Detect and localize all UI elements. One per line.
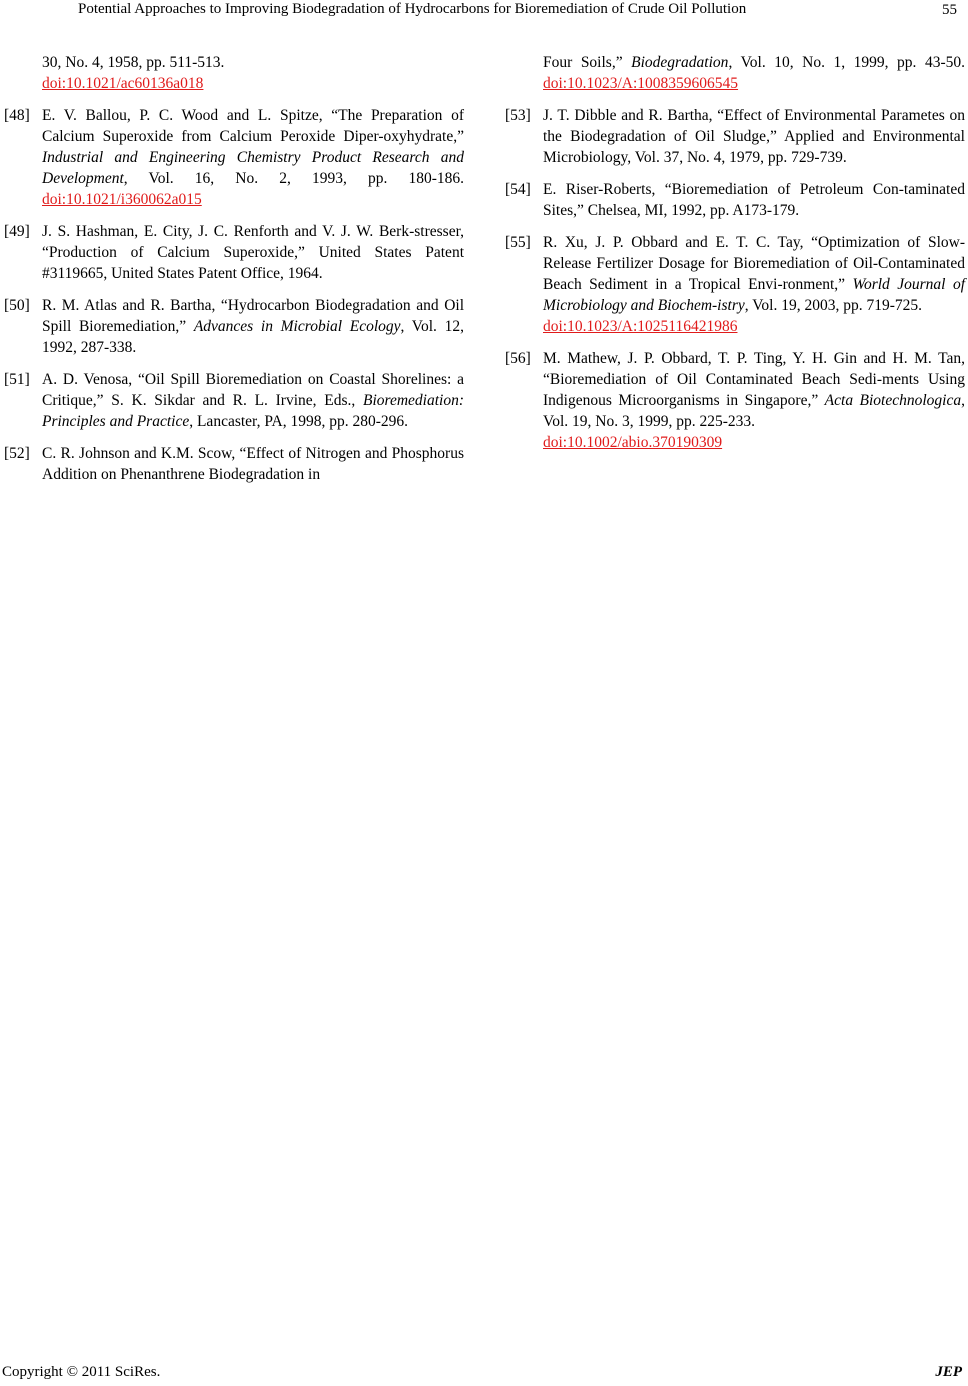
reference-item xyxy=(4,295,464,358)
reference-text: , Lancaster, PA, 1998, pp. 280-296. xyxy=(189,413,409,430)
reference-text: E. V. Ballou, P. C. Wood and L. Spitze, “The Preparation of Calcium Superoxide from Calcium Peroxide Diper-oxyhydrate,” xyxy=(42,107,464,145)
reference-text: , Vol. 19, No. 3, 1999, pp. 225-233. xyxy=(543,392,965,430)
reference-body xyxy=(42,295,464,358)
reference-body xyxy=(543,348,965,453)
reference-text: R. Xu, J. P. Obbard and E. T. C. Tay, “Optimization of Slow-Release Fertilizer Dosage for Bioremediation of Oil-Contaminated Beach Sediment in a Tropical Envi-ronment,” xyxy=(543,234,965,293)
reference-body xyxy=(42,443,464,485)
reference-item xyxy=(4,105,464,210)
journal-title: Bioremediation: Principles and Practice xyxy=(42,392,464,430)
reference-item xyxy=(4,221,464,284)
reference-text: , Vol. 10, No. 1, 1999, pp. 43-50. xyxy=(728,54,965,71)
reference-list xyxy=(4,105,464,485)
journal-title: Advances in Microbial Ecology xyxy=(193,318,401,335)
page-number: 55 xyxy=(942,2,957,18)
doi-link[interactable]: doi:10.1023/A:1008359606545 xyxy=(543,75,739,92)
doi-link[interactable]: doi:10.1021/ac60136a018 xyxy=(42,75,204,92)
doi-link[interactable]: doi:10.1002/abio.370190309 xyxy=(543,434,723,451)
reference-number: [49] xyxy=(4,223,30,240)
left-column xyxy=(4,52,464,496)
reference-number: [53] xyxy=(505,107,531,124)
reference-item xyxy=(4,443,464,485)
journal-abbrev: JEP xyxy=(935,1364,962,1380)
reference-text: Four Soils,” xyxy=(543,54,632,71)
page-footer xyxy=(0,1364,968,1384)
reference-item xyxy=(4,369,464,432)
reference-text: J. T. Dibble and R. Bartha, “Effect of Environmental Parametes on the Biodegradation of Oil Sludge,” Applied and Environmental Microbiology, Vol. 37, No. 4, 1979, pp. 729-739. xyxy=(543,107,965,166)
reference-body xyxy=(543,232,965,337)
journal-title: Acta Biotechnologica xyxy=(824,392,962,409)
reference-number: [55] xyxy=(505,234,531,251)
reference-item xyxy=(505,348,965,453)
page-header xyxy=(0,0,968,22)
reference-item xyxy=(505,105,965,168)
doi-link[interactable]: doi:10.1023/A:1025116421986 xyxy=(543,318,738,335)
right-column xyxy=(505,52,965,464)
reference-number: [51] xyxy=(4,371,30,388)
reference-text: C. R. Johnson and K.M. Scow, “Effect of Nitrogen and Phosphorus Addition on Phenanthrene Biodegradation in xyxy=(42,445,464,483)
reference-body xyxy=(42,105,464,210)
reference-body xyxy=(543,179,965,221)
reference-text: , Vol. 16, No. 2, 1993, pp. 180-186. xyxy=(123,170,464,187)
reference-list xyxy=(505,105,965,453)
reference-number: [56] xyxy=(505,350,531,367)
reference-body xyxy=(42,221,464,284)
reference-body xyxy=(42,369,464,432)
journal-title: Biodegradation xyxy=(631,54,729,71)
reference-text: J. S. Hashman, E. City, J. C. Renforth and V. J. W. Berk-stresser, “Production of Calcium Superoxide,” United States Patent #3119665, United States Patent Office, 1964. xyxy=(42,223,464,282)
reference-text: , Vol. 19, 2003, pp. 719-725. xyxy=(744,297,923,314)
reference-item xyxy=(505,232,965,337)
copyright: Copyright © 2011 SciRes. xyxy=(2,1364,161,1380)
reference-text: E. Riser-Roberts, “Bioremediation of Petroleum Con-taminated Sites,” Chelsea, MI, 1992, pp. A173-179. xyxy=(543,181,965,219)
reference-number: [54] xyxy=(505,181,531,198)
reference-number: [48] xyxy=(4,107,30,124)
reference-continuation xyxy=(4,52,464,94)
reference-text: , Vol. 12, 1992, 287-338. xyxy=(42,318,464,356)
reference-body xyxy=(543,105,965,168)
journal-title: Industrial and Engineering Chemistry Product Research and Development xyxy=(42,149,464,187)
reference-text: 30, No. 4, 1958, pp. 511-513. xyxy=(42,54,225,71)
running-title: Potential Approaches to Improving Biodegradation of Hydrocarbons for Bioremediation of Crude Oil Pollution xyxy=(78,1,747,17)
doi-link[interactable]: doi:10.1021/i360062a015 xyxy=(42,191,202,208)
reference-item xyxy=(505,179,965,221)
reference-continuation xyxy=(505,52,965,94)
journal-title: World Journal of Microbiology and Biochem-istry xyxy=(543,276,965,314)
reference-text: M. Mathew, J. P. Obbard, T. P. Ting, Y. H. Gin and H. M. Tan, “Bioremediation of Oil Contaminated Beach Sedi-ments Using Indigenous Microorganisms in Singapore,” xyxy=(543,350,965,409)
reference-text: A. D. Venosa, “Oil Spill Bioremediation on Coastal Shorelines: a Critique,” S. K. Sikdar and R. L. Irvine, Eds., xyxy=(42,371,464,409)
reference-number: [52] xyxy=(4,445,30,462)
reference-text: R. M. Atlas and R. Bartha, “Hydrocarbon Biodegradation and Oil Spill Bioremediation,” xyxy=(42,297,464,335)
reference-number: [50] xyxy=(4,297,30,314)
